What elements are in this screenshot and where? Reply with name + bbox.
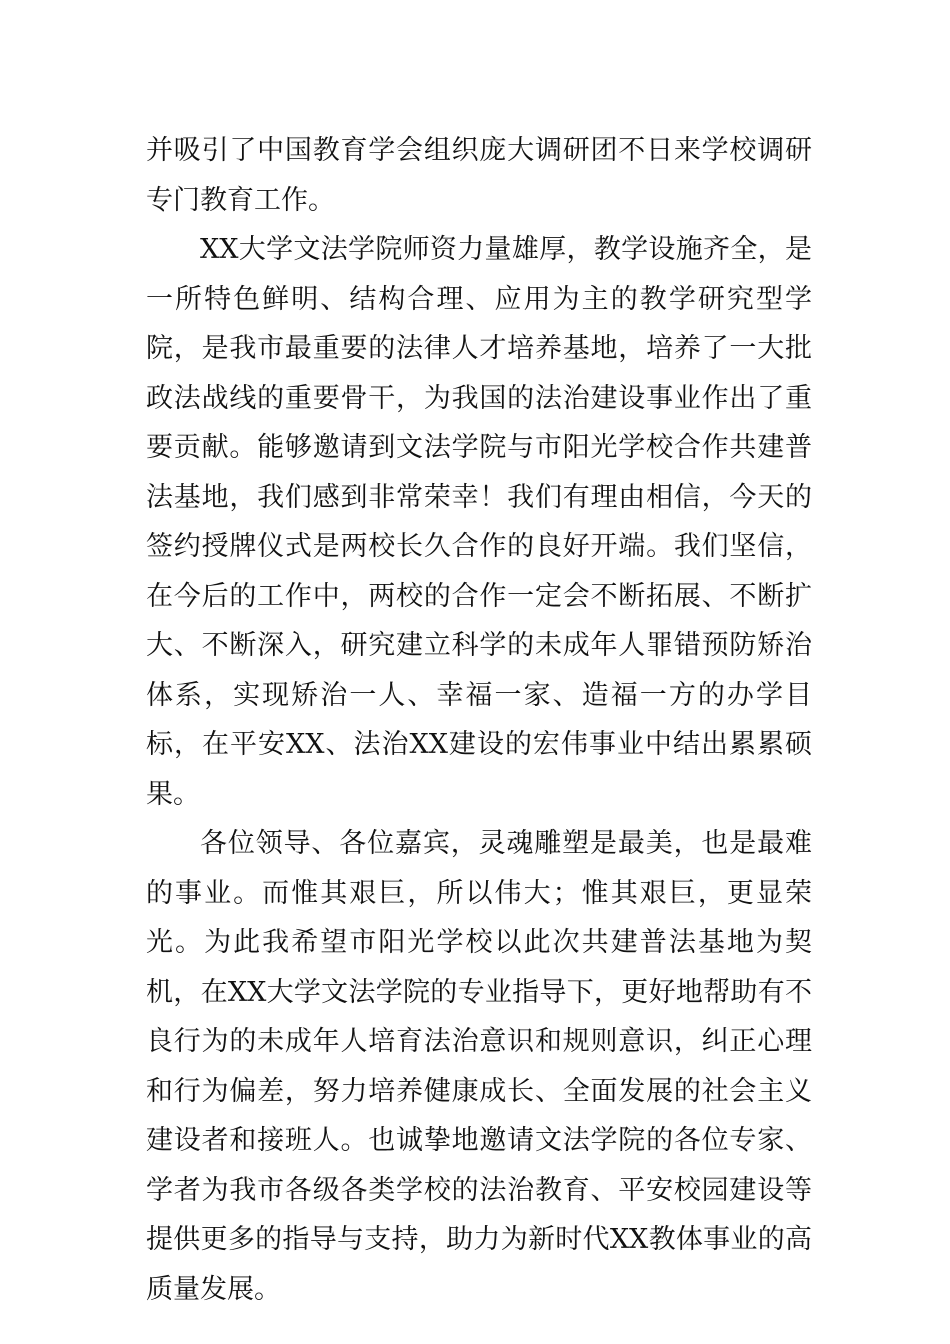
document-body <box>146 126 812 1314</box>
paragraph-continuation: 并吸引了中国教育学会组织庞大调研团不日来学校调研专门教育工作。 <box>146 135 812 216</box>
paragraph-law-school: XX大学文法学院师资力量雄厚，教学设施齐全，是一所特色鲜明、结构合理、应用为主的教学研究型学院，是我市最重要的法律人才培养基地，培养了一大批政法战线的重要骨干，为我国的法治建设事业作出了重要贡献。能够邀请到文法学院与市阳光学校合作共建普法基地，我们感到非常荣幸！我们有理由相信，今天的签约授牌仪式是两校长久合作的良好开端。我们坚信，在今后的工作中，两校的合作一定会不断拓展、不断扩大、不断深入，研究建立科学的未成年人罪错预防矫治体系，实现矫治一人、幸福一家、造福一方的办学目标，在平安XX、法治XX建设的宏伟事业中结出累累硕果。 <box>146 234 812 810</box>
paragraph-closing: 各位领导、各位嘉宾，灵魂雕塑是最美，也是最难的事业。而惟其艰巨，所以伟大；惟其艰巨，更显荣光。为此我希望市阳光学校以此次共建普法基地为契机，在XX大学文法学院的专业指导下，更好地帮助有不良行为的未成年人培育法治意识和规则意识，纠正心理和行为偏差，努力培养健康成长、全面发展的社会主义建设者和接班人。也诚挚地邀请文法学院的各位专家、学者为我市各级各类学校的法治教育、平安校园建设等提供更多的指导与支持，助力为新时代XX教体事业的高质量发展。 <box>146 828 812 1305</box>
